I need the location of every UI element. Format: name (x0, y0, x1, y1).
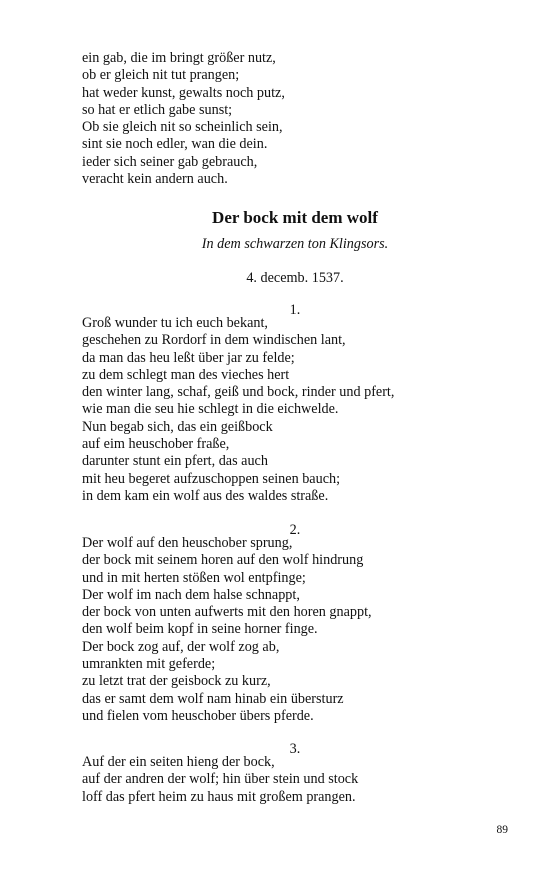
verse-line: sint sie noch edler, wan die dein. (82, 136, 268, 153)
verse-line: in dem kam ein wolf aus des waldes straße. (82, 487, 329, 504)
verse-line: veracht kein andern auch. (82, 171, 228, 188)
stanza-1 (82, 315, 482, 505)
stanza-number: 1. (289, 302, 301, 318)
verse-line: so hat er etlich gabe sunst; (82, 101, 233, 118)
verse-line: wie man die seu hie schlegt in die eichwelde. (82, 401, 339, 418)
verse-line: darunter stunt ein pfert, das auch (82, 453, 268, 470)
verse-line: Auf der ein seiten hieng der bock, (82, 754, 275, 770)
stanza-2 (82, 535, 482, 725)
stanza-number: 2. (289, 522, 301, 538)
verse-line: Der wolf auf den heuschober sprung, (82, 535, 293, 551)
verse-line: der bock von unten aufwerts mit den horen gnappt, (82, 604, 372, 621)
verse-line: den wolf beim kopf in seine horner finge. (82, 621, 318, 638)
verse-line: der bock mit seinem horen auf den wolf hindrung (82, 552, 364, 569)
verse-line: zu dem schlegt man des vieches hert (82, 366, 290, 383)
verse-line: das er samt dem wolf nam hinab ein übersturz (82, 690, 344, 707)
verse-line: mit heu begeret aufzuschoppen seinen bauch; (82, 470, 341, 487)
verse-line: den winter lang, schaf, geiß und bock, rinder und pfert, (82, 384, 395, 401)
verse-line: ein gab, die im bringt größer nutz, (82, 50, 276, 66)
verse-line: loff das pfert heim zu haus mit großem prangen. (82, 788, 356, 805)
verse-line: Ob sie gleich nit so scheinlich sein, (82, 119, 283, 136)
verse-line: da man das heu leßt über jar zu felde; (82, 349, 295, 366)
stanza-number: 3. (289, 741, 301, 757)
poem-subtitle: In dem schwarzen ton Klingsors. (201, 236, 389, 252)
verse-line: umrankten mit geferde; (82, 656, 216, 673)
verse-line: Groß wunder tu ich euch bekant, (82, 315, 268, 331)
verse-line: hat weder kunst, gewalts noch putz, (82, 84, 285, 101)
stanza-3 (82, 754, 482, 806)
verse-line: ieder sich seiner gab gebrauch, (82, 153, 258, 170)
intro-verse-block (82, 50, 482, 188)
verse-line: geschehen zu Rordorf in dem windischen lant, (82, 332, 346, 349)
poem-title: Der bock mit dem wolf (212, 208, 378, 227)
verse-line: Nun begab sich, das ein geißbock (82, 418, 273, 435)
verse-line: ob er gleich nit tut prangen; (82, 67, 240, 84)
poem-date: 4. decemb. 1537. (246, 270, 344, 286)
page-number: 89 (496, 824, 508, 836)
verse-line: zu letzt trat der geisbock zu kurz, (82, 673, 271, 690)
verse-line: Der wolf im nach dem halse schnappt, (82, 586, 300, 603)
verse-line: und fielen vom heuschober übers pferde. (82, 707, 314, 724)
verse-line: auf der andren der wolf; hin über stein und stock (82, 771, 359, 788)
verse-line: und in mit herten stößen wol entpfinge; (82, 569, 306, 586)
verse-line: Der bock zog auf, der wolf zog ab, (82, 638, 280, 655)
verse-line: auf eim heuschober fraße, (82, 436, 230, 453)
